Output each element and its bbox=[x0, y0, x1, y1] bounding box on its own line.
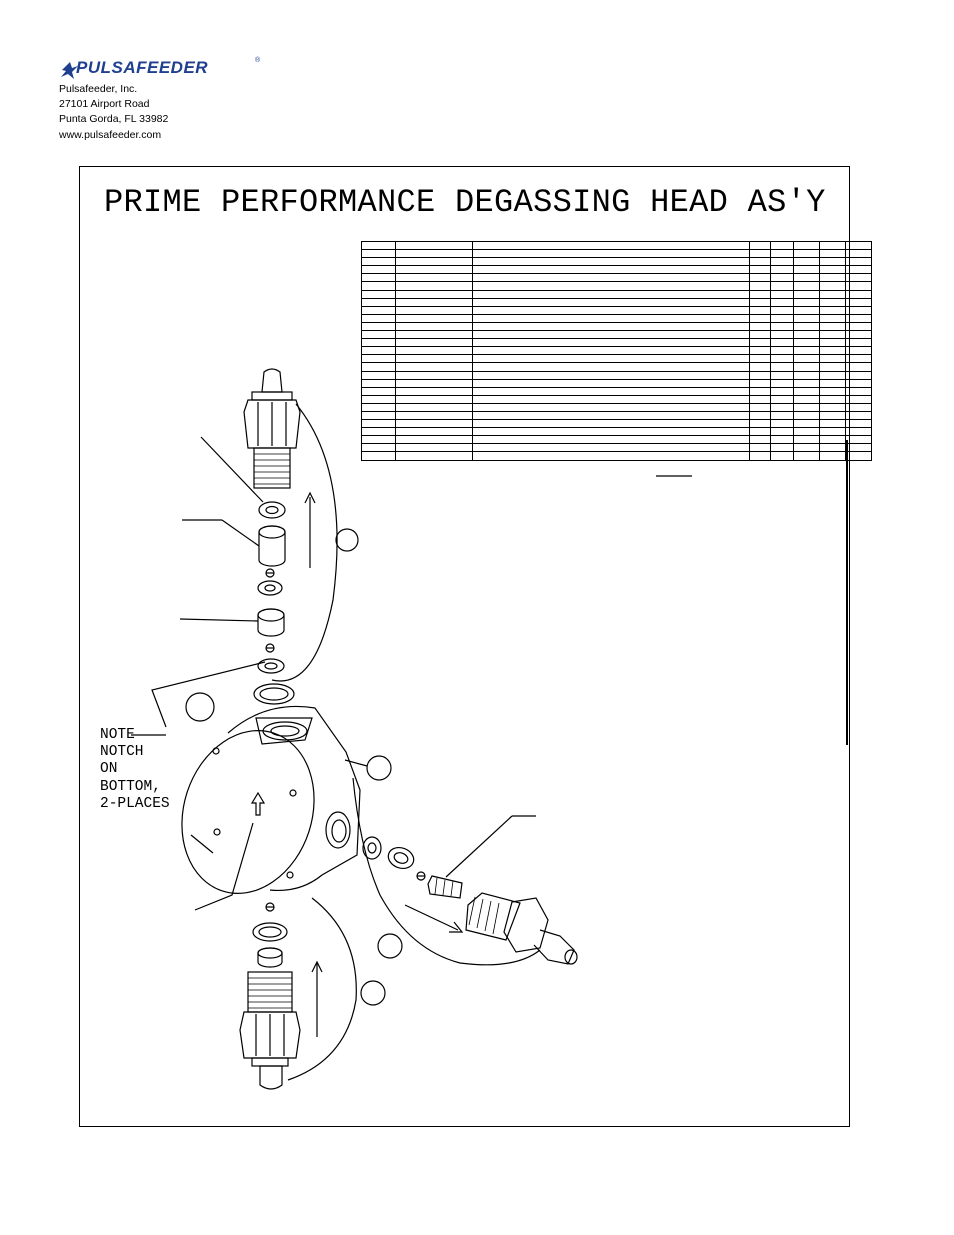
balloon bbox=[367, 756, 391, 780]
address-line: Punta Gorda, FL 33982 bbox=[59, 113, 169, 126]
brand-name: PULSAFEEDER bbox=[76, 58, 209, 77]
head-body bbox=[161, 706, 360, 910]
right-fitting bbox=[466, 893, 577, 964]
address-line: Pulsafeeder, Inc. bbox=[59, 83, 138, 95]
balloon bbox=[336, 529, 358, 551]
registered-mark: ® bbox=[255, 57, 261, 64]
note-line: ON bbox=[100, 761, 118, 778]
note-line: NOTCH bbox=[100, 744, 144, 761]
note-line: 2-PLACES bbox=[100, 795, 170, 812]
bottom-fitting bbox=[240, 972, 300, 1089]
note-line: NOTE bbox=[100, 727, 135, 743]
note-line: BOTTOM, bbox=[100, 778, 161, 795]
top-fitting bbox=[244, 369, 300, 488]
drawing-title: PRIME PERFORMANCE DEGASSING HEAD AS'Y bbox=[104, 184, 826, 221]
website-link[interactable]: www.pulsafeeder.com bbox=[59, 128, 162, 141]
address-line: 27101 Airport Road bbox=[59, 98, 150, 111]
balloon bbox=[378, 934, 402, 958]
balloon bbox=[361, 981, 385, 1005]
balloon bbox=[186, 693, 214, 721]
